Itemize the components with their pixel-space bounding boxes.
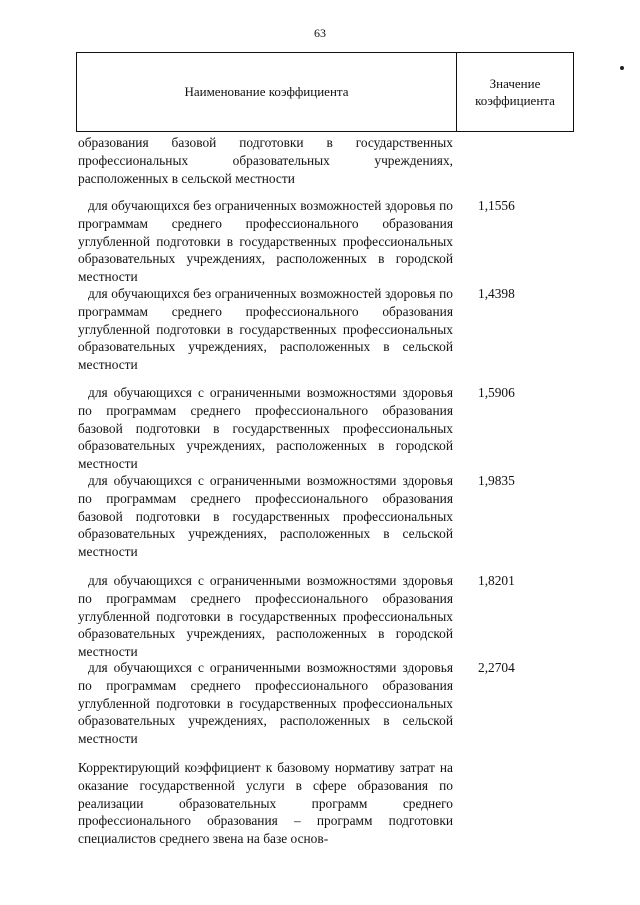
table-row <box>78 384 574 473</box>
row-value: 2,2704 <box>478 660 515 675</box>
row-value: 1,4398 <box>478 286 515 301</box>
coefficient-name-column-header: Наименование коэффициента <box>184 84 349 99</box>
row-text: для обучающихся с ограниченными возможностями здоровья по программам среднего профессионального образования углубленной подготовки в государственных профессиональных образовательных учреждениях, расположенных в городской местности <box>78 573 453 660</box>
table-row <box>78 285 574 374</box>
row-value: 1,5906 <box>478 385 515 400</box>
row-value: 1,9835 <box>478 473 515 488</box>
page-number: 63 <box>314 26 326 40</box>
table-row <box>78 134 574 187</box>
table-row <box>78 197 574 286</box>
row-text: образования базовой подготовки в государственных профессиональных образовательных учреждениях, расположенных в сельской местности <box>78 135 453 186</box>
table-row <box>78 659 574 748</box>
coefficient-value-column-header: Значение коэффициента <box>475 76 555 108</box>
row-text: для обучающихся с ограниченными возможностями здоровья по программам среднего профессионального образования базовой подготовки в государственных профессиональных образовательных учреждениях, расположенных в городской местности <box>78 385 453 472</box>
table-row <box>78 759 574 848</box>
row-value: 1,1556 <box>478 198 515 213</box>
table-row <box>78 472 574 561</box>
table-header <box>76 52 574 132</box>
row-text: для обучающихся без ограниченных возможностей здоровья по программам среднего профессионального образования углубленной подготовки в государственных профессиональных образовательных учреждениях, расположенных в городской местности <box>78 198 453 285</box>
row-text: для обучающихся с ограниченными возможностями здоровья по программам среднего профессионального образования углубленной подготовки в государственных профессиональных образовательных учреждениях, расположенных в сельской местности <box>78 660 453 747</box>
row-text: для обучающихся без ограниченных возможностей здоровья по программам среднего профессионального образования углубленной подготовки в государственных профессиональных образовательных учреждениях, расположенных в сельской местности <box>78 286 453 373</box>
row-value: 1,8201 <box>478 573 515 588</box>
row-text: Корректирующий коэффициент к базовому нормативу затрат на оказание государственной услуги в сфере образования по реализации образовательных программ среднего профессионального образования – программ подготовки специалистов среднего звена на базе основ- <box>78 760 453 847</box>
row-text: для обучающихся с ограниченными возможностями здоровья по программам среднего профессионального образования базовой подготовки в государственных профессиональных образовательных учреждениях, расположенных в сельской местности <box>78 473 453 560</box>
table-row <box>78 572 574 661</box>
margin-dot <box>620 66 624 70</box>
